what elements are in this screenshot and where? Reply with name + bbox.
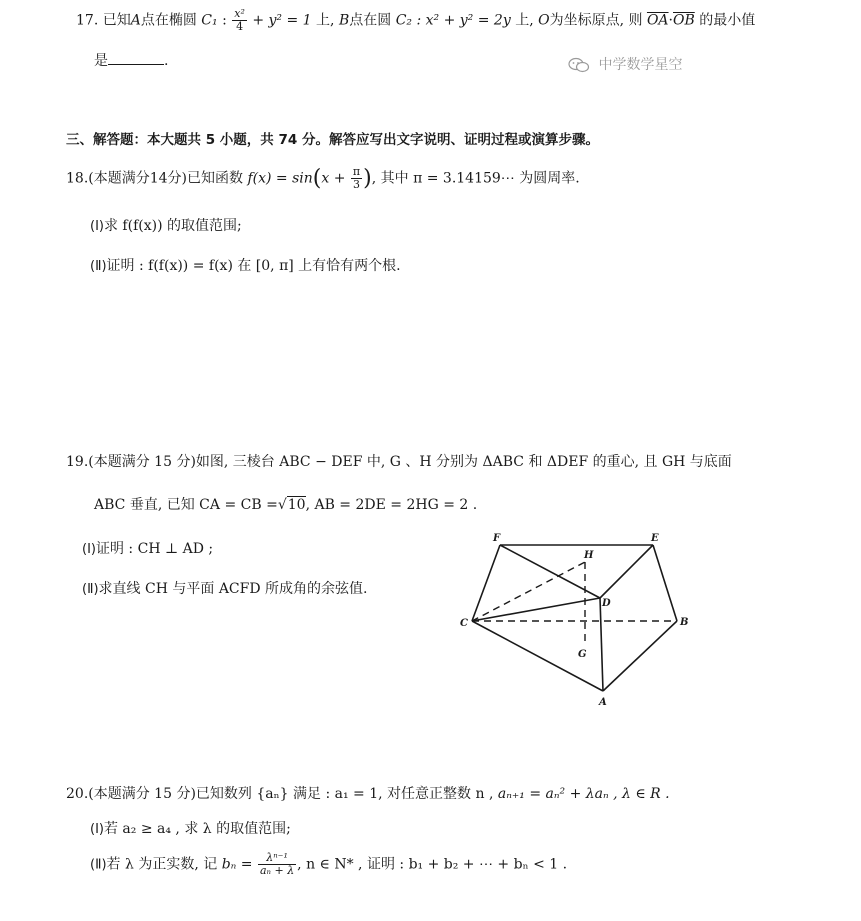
label-a: A: [599, 697, 607, 708]
edge-ed: [600, 545, 653, 598]
q17-line2: 是 .: [94, 53, 169, 69]
label-d: D: [602, 598, 611, 609]
edge-eb: [653, 545, 677, 621]
q18-part2: (Ⅱ)证明 : f(f(x)) = f(x) 在 [0, π] 上有恰有两个根.: [90, 258, 401, 274]
q20-line1: 20.(本题满分 15 分)已知数列 {aₙ} 满足 : a₁ = 1, 对任意正整数 n , aₙ₊₁ = aₙ² + λaₙ , λ ∈ R .: [66, 786, 670, 802]
watermark-text: 中学数学星空: [598, 57, 683, 73]
edge-cd: [472, 598, 600, 621]
edge-da: [600, 598, 603, 691]
wechat-icon: [568, 57, 590, 73]
vector-oa: $\overline{OA}$: [646, 12, 669, 29]
watermark: [568, 54, 682, 74]
q20-part2: (Ⅱ)若 λ 为正实数, 记 bₙ = $\frac{\text{λⁿ⁻¹}}{\text{aₙ + λ}}$ , n ∈ N* , 证明 : b₁ + b₂ + ⋯ + bₙ < 1 .: [90, 851, 568, 877]
edge-fc: [472, 545, 500, 621]
q20-part1: (Ⅰ)若 a₂ ≥ a₄ , 求 λ 的取值范围;: [90, 821, 291, 837]
label-h: H: [584, 550, 594, 561]
edge-ba: [603, 621, 677, 691]
bn-fraction: $\frac{\text{λⁿ⁻¹}}{\text{aₙ + λ}}$: [259, 851, 295, 877]
pi-over-three: $\frac{\pi}{3}$: [352, 165, 361, 191]
ellipse-fraction: $\frac{\text{x²}}{4}$: [234, 7, 245, 33]
frustum-figure: [455, 528, 705, 713]
label-g: G: [578, 649, 587, 660]
label-f: F: [493, 533, 501, 544]
label-b: B: [680, 617, 689, 628]
q18-line1: 18.(本题满分14分)已知函数 f(x) = sin(x + $\frac{\pi}{3}$ ), 其中 π = 3.14159⋯ 为圆周率.: [66, 165, 580, 191]
q19-part2: (Ⅱ)求直线 CH 与平面 ACFD 所成角的余弦值.: [82, 581, 368, 597]
answer-blank: [108, 52, 164, 65]
q18-part1: (Ⅰ)求 f(f(x)) 的取值范围;: [90, 218, 242, 234]
q19-line1: 19.(本题满分 15 分)如图, 三棱台 ABC − DEF 中, G 、H 分别为 ΔABC 和 ΔDEF 的重心, 且 GH 与底面: [66, 454, 732, 470]
section-heading: 三、解答题：本大题共 5 小题，共 74 分。解答应写出文字说明、证明过程或演算步骤。: [66, 132, 599, 148]
segment-ch-hidden: [472, 562, 585, 621]
q17-line1: 17. 已知A点在椭圆 C₁ : $\frac{\text{x²}}{4}$ + y² = 1 上, B点在圆 C₂ : x² + y² = 2y 上, O为坐标原点, 则 $\overline{OA}\cdot\overline{OB}$ 的最小值: [76, 7, 756, 33]
label-e: E: [651, 533, 659, 544]
label-c: C: [460, 618, 468, 629]
q17-number: 17.: [76, 12, 99, 29]
vector-ob: $\overline{OB}$: [673, 12, 695, 29]
q19-line2: ABC 垂直, 已知 CA = CB =√10, AB = 2DE = 2HG = 2 .: [94, 497, 478, 513]
q19-part1: (Ⅰ)证明 : CH ⊥ AD ;: [82, 541, 214, 557]
